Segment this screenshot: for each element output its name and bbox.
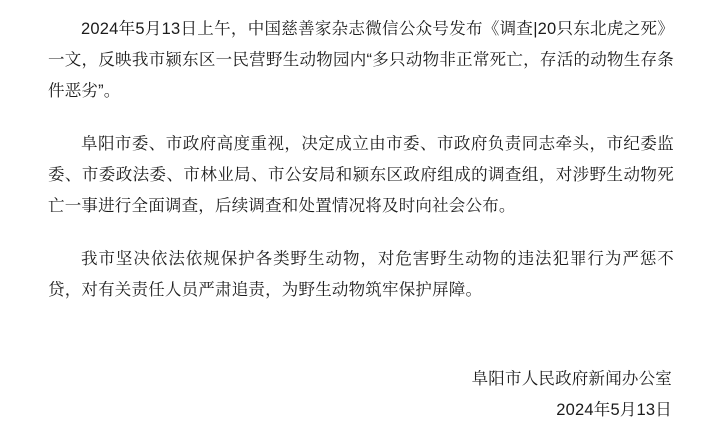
signature-date: 2024年5月13日 — [556, 401, 672, 419]
content-spacer — [48, 306, 674, 336]
signature-block — [48, 364, 674, 426]
signature-issuer: 阜阳市人民政府新闻办公室 — [471, 370, 672, 388]
paragraph-2: 阜阳市委、市政府高度重视，决定成立由市委、市政府负责同志牵头，市纪委监委、市委政法委、市林业局、市公安局和颍东区政府组成的调查组，对涉野生动物死亡一事进行全面调查，后续调查和处置情况将及时向社会公布。 — [48, 135, 674, 215]
paragraph-1: 2024年5月13日上午，中国慈善家杂志微信公众号发布《调查|20只东北虎之死》一文，反映我市颍东区一民营野生动物园内“多只动物非正常死亡，存活的动物生存条件恶劣”。 — [48, 20, 674, 100]
paragraph-3: 我市坚决依法依规保护各类野生动物，对危害野生动物的违法犯罪行为严惩不贷，对有关责任人员严肃追责，为野生动物筑牢保护屏障。 — [48, 250, 674, 299]
